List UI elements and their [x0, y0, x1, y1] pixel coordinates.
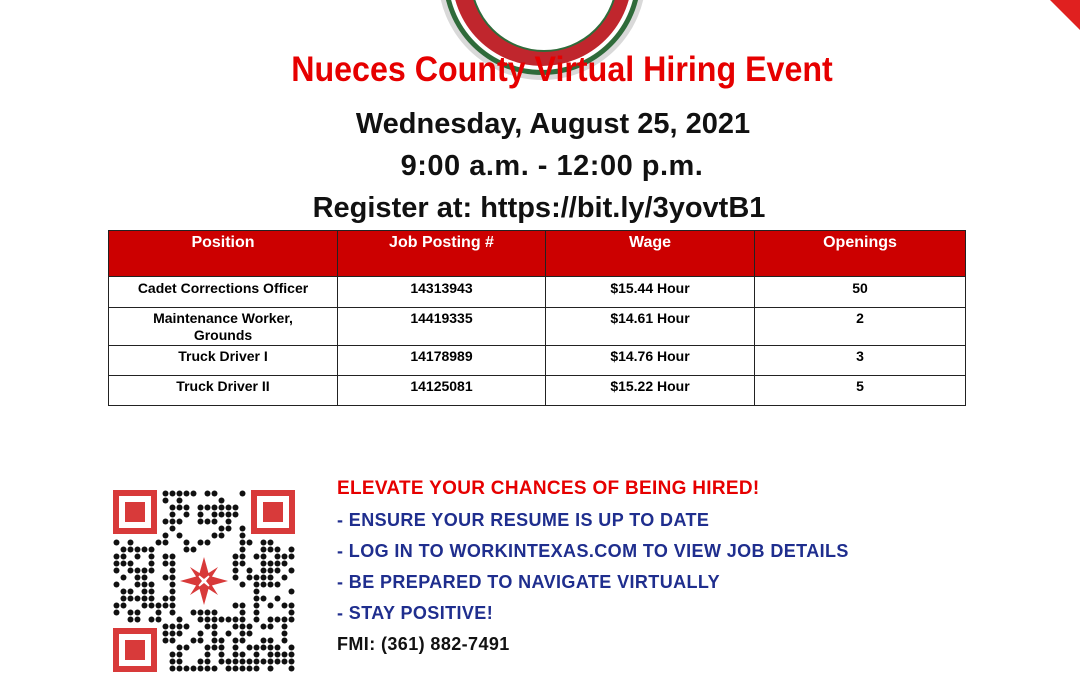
cell-job-posting: 14178989 [338, 346, 546, 376]
event-date: Wednesday, August 25, 2021 [355, 108, 751, 140]
event-time: 9:00 a.m. - 12:00 p.m. [400, 150, 704, 182]
qr-code-icon[interactable] [113, 490, 295, 672]
tips-heading: ELEVATE YOUR CHANCES OF BEING HIRED! [337, 478, 760, 499]
cell-job-posting: 14313943 [338, 277, 546, 308]
header-position: Position [109, 231, 338, 277]
contact-phone: FMI: (361) 882-7491 [337, 634, 510, 654]
cell-openings: 50 [755, 277, 966, 308]
corner-decoration [1050, 0, 1080, 30]
header-openings: Openings [755, 231, 966, 277]
cell-position: Truck Driver I [109, 346, 338, 376]
cell-wage: $14.76 Hour [546, 346, 755, 376]
cell-wage: $15.44 Hour [546, 277, 755, 308]
cell-wage: $15.22 Hour [546, 376, 755, 406]
table-row [109, 308, 966, 346]
table-row [109, 376, 966, 406]
cell-position: Maintenance Worker, Grounds [109, 308, 338, 346]
tip-item: - STAY POSITIVE! [337, 603, 494, 623]
tip-item: - ENSURE YOUR RESUME IS UP TO DATE [337, 510, 710, 530]
cell-position: Truck Driver II [109, 376, 338, 406]
table-row [109, 277, 966, 308]
cell-openings: 3 [755, 346, 966, 376]
tip-item: - BE PREPARED TO NAVIGATE VIRTUALLY [337, 572, 721, 592]
jobs-table [108, 230, 966, 406]
cell-wage: $14.61 Hour [546, 308, 755, 346]
table-row [109, 346, 966, 376]
header-wage: Wage [546, 231, 755, 277]
tips-section [337, 478, 849, 655]
header-job-posting: Job Posting # [338, 231, 546, 277]
cell-job-posting: 14125081 [338, 376, 546, 406]
cell-position: Cadet Corrections Officer [109, 277, 338, 308]
tip-item: - LOG IN TO WORKINTEXAS.COM TO VIEW JOB DETAILS [337, 541, 849, 561]
cell-openings: 2 [755, 308, 966, 346]
register-link[interactable]: Register at: https://bit.ly/3yovtB1 [312, 192, 766, 224]
table-header-row [109, 231, 966, 277]
cell-job-posting: 14419335 [338, 308, 546, 346]
page-title: Nueces County Virtual Hiring Event [291, 50, 833, 89]
cell-openings: 5 [755, 376, 966, 406]
